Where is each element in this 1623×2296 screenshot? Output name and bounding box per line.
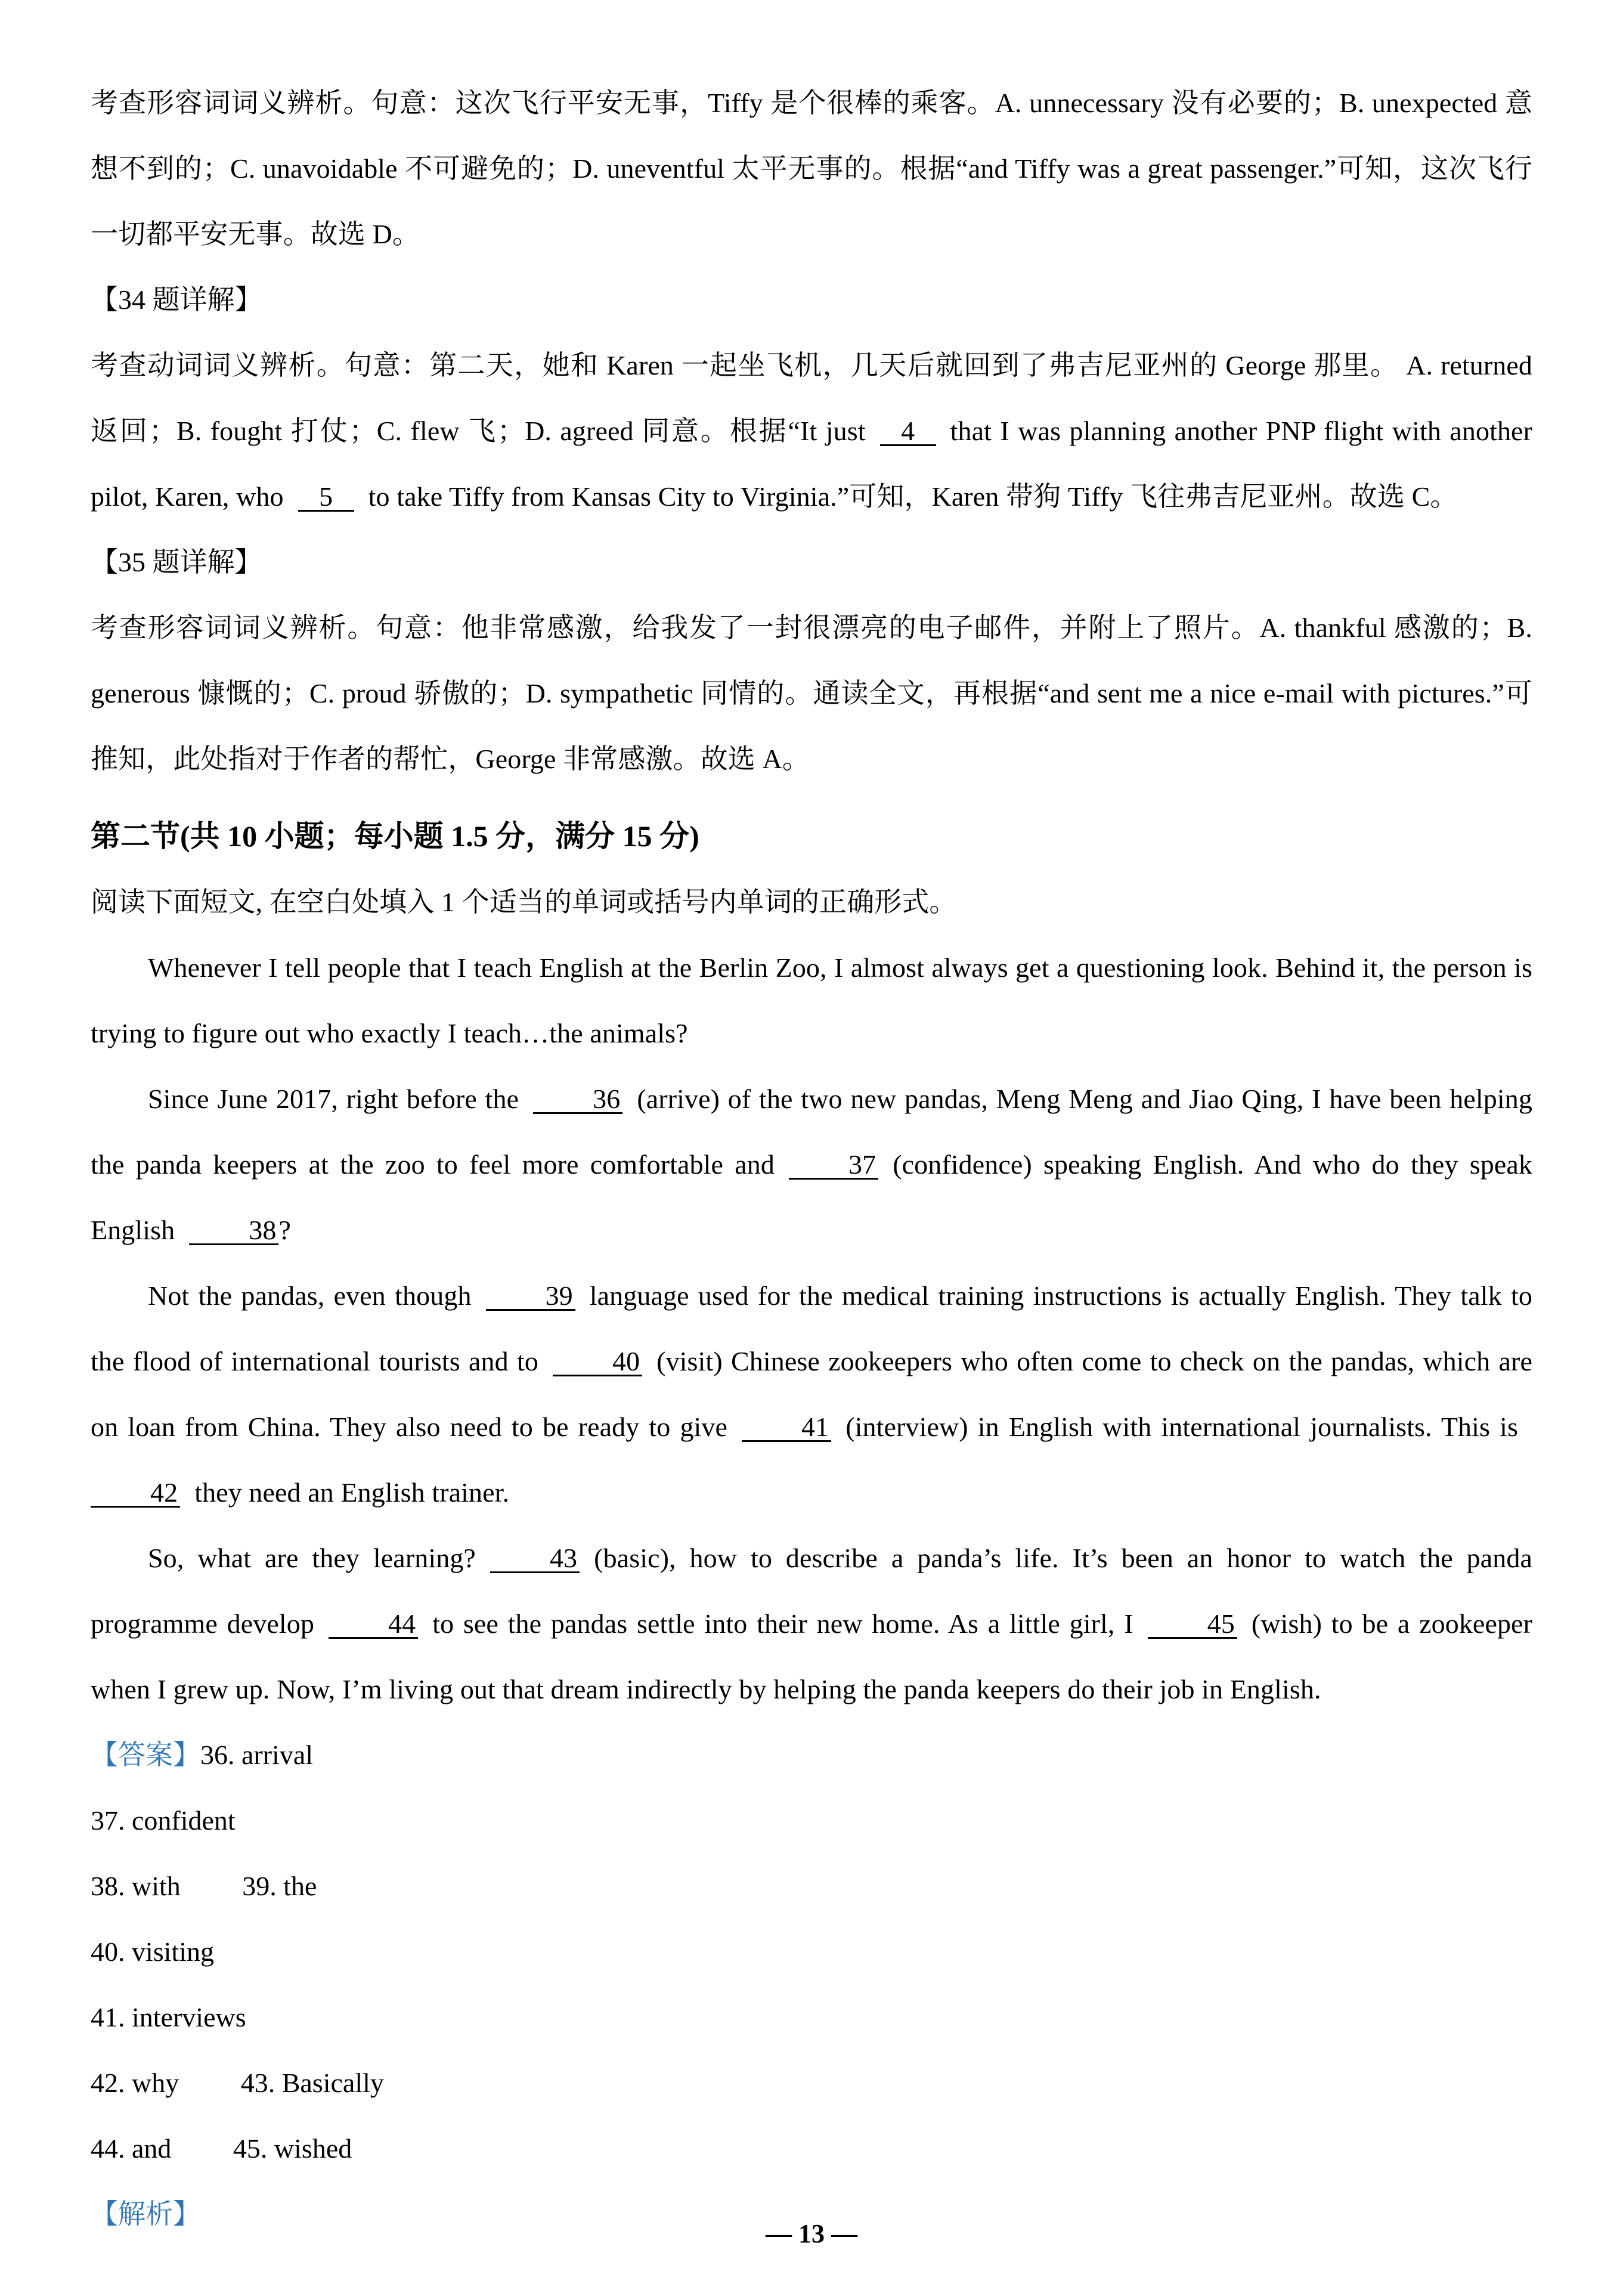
explanation-34-paragraph — [91, 333, 1532, 530]
inline-blank-37: 37 — [789, 1152, 878, 1180]
section-2-instruction: 阅读下面短文, 在空白处填入 1 个适当的单词或括号内单词的正确形式。 — [91, 887, 957, 917]
answer-item-38-39: 38. with 39. the — [91, 1871, 317, 1901]
passage-paragraph-4 — [91, 1525, 1532, 1722]
passage-p4-part-c: to see the pandas settle into their new home. As a little girl, I — [432, 1608, 1133, 1639]
passage-p3-part-a: Not the pandas, even though — [148, 1280, 472, 1311]
explanation-34-part1: 考查动词词义辨析。句意：第二天，她和 Karen 一起坐飞机，几天后就回到了弗吉尼亚州的 George 那里。 A. returned 返回；B. fought 打仗；C. flew 飞；D. agreed 同意。根据“It just — [91, 350, 1532, 446]
inline-blank-36: 36 — [533, 1086, 622, 1114]
passage-paragraph-2 — [91, 1066, 1532, 1263]
answer-item-40: 40. visiting — [91, 1936, 215, 1967]
explanation-33-paragraph: 考查形容词词义辨析。句意：这次飞行平安无事，Tiffy 是个很棒的乘客。A. unnecessary 没有必要的；B. unexpected 意想不到的；C. unavoidable 不可避免的；D. uneventful 太平无事的。根据“and Tiffy was a great passenger.”可知，这次飞行一切都平安无事。故选 D。 — [91, 88, 1532, 249]
passage-p2-part-d: ? — [278, 1215, 291, 1245]
passage-p2-part-c: (confidence) speaking English. And who do they speak English — [91, 1149, 1532, 1245]
passage-p3-part-c: (visit) Chinese zookeepers who often come to check on the pandas, which are on loan from China. They also need to be ready to give — [91, 1346, 1532, 1442]
passage-p3-part-d: (interview) in English with international journalists. This is — [845, 1412, 1518, 1442]
answer-item-36: 36. arrival — [200, 1740, 314, 1770]
section-2-title: 第二节(共 10 小题；每小题 1.5 分，满分 15 分) — [91, 819, 699, 853]
inline-blank-42: 42 — [91, 1480, 180, 1508]
inline-blank-4: 4 — [880, 418, 936, 446]
page-number: — 13 — — [766, 2219, 857, 2248]
inline-blank-40: 40 — [553, 1348, 642, 1376]
explanation-34-part2: that I was planning another PNP flight with another pilot, Karen, who — [91, 416, 1532, 512]
explanation-35-paragraph: 考查形容词词义辨析。句意：他非常感激，给我发了一封很漂亮的电子邮件，并附上了照片。A. thankful 感激的；B. generous 慷慨的；C. proud 骄傲的；D. sympathetic 同情的。通读全文，再根据“and sent me a nice e-mail with pictures.”可推知，此处指对于作者的帮忙，George 非常感激。故选 A。 — [91, 612, 1532, 774]
answer-label: 【答案】 — [91, 1740, 200, 1770]
passage-p3-part-b: language used for the medical training instructions is actually English. They talk to the flood of international tourists and to — [91, 1280, 1532, 1376]
passage-p3-part-e: they need an English trainer. — [194, 1477, 510, 1508]
inline-blank-38: 38 — [189, 1217, 278, 1245]
inline-blank-44: 44 — [329, 1611, 418, 1639]
passage-p2-part-b: (arrive) of the two new pandas, Meng Meng and Jiao Qing, I have been helping the panda keepers at the zoo to feel more comfortable and — [91, 1084, 1532, 1180]
inline-blank-41: 41 — [742, 1414, 831, 1442]
answer-item-42-43: 42. why 43. Basically — [91, 2068, 384, 2098]
passage-p2-part-a: Since June 2017, right before the — [148, 1084, 519, 1114]
explanation-34-part3: to take Tiffy from Kansas City to Virginia.”可知，Karen 带狗 Tiffy 飞往弗吉尼亚州。故选 C。 — [368, 481, 1458, 512]
passage-paragraph-1: Whenever I tell people that I teach English at the Berlin Zoo, I almost always get a questioning look. Behind it, the person is trying to figure out who exactly I teach…the animals? — [91, 952, 1532, 1048]
passage-p4-part-b: (basic), how to describe a panda’s life. It’s been an honor to watch the panda programme develop — [91, 1543, 1532, 1639]
answer-item-37: 37. confident — [91, 1805, 236, 1836]
inline-blank-43: 43 — [490, 1545, 580, 1573]
passage-paragraph-3 — [91, 1263, 1532, 1525]
analysis-label: 【解析】 — [91, 2199, 200, 2229]
answer-item-44-45: 44. and 45. wished — [91, 2133, 352, 2164]
explanation-34-heading: 【34 题详解】 — [91, 284, 262, 315]
inline-blank-5: 5 — [298, 484, 354, 512]
answer-key-first-line — [91, 1722, 1532, 1788]
inline-blank-45: 45 — [1148, 1611, 1237, 1639]
inline-blank-39: 39 — [486, 1283, 575, 1311]
explanation-35-heading: 【35 题详解】 — [91, 547, 262, 577]
answer-item-41: 41. interviews — [91, 2002, 246, 2032]
passage-p4-part-d: (wish) to be a zookeeper when I grew up. Now, I’m living out that dream indirectly by helping the panda keepers do their job in English. — [91, 1608, 1532, 1704]
passage-p4-part-a: So, what are they learning? — [148, 1543, 476, 1573]
